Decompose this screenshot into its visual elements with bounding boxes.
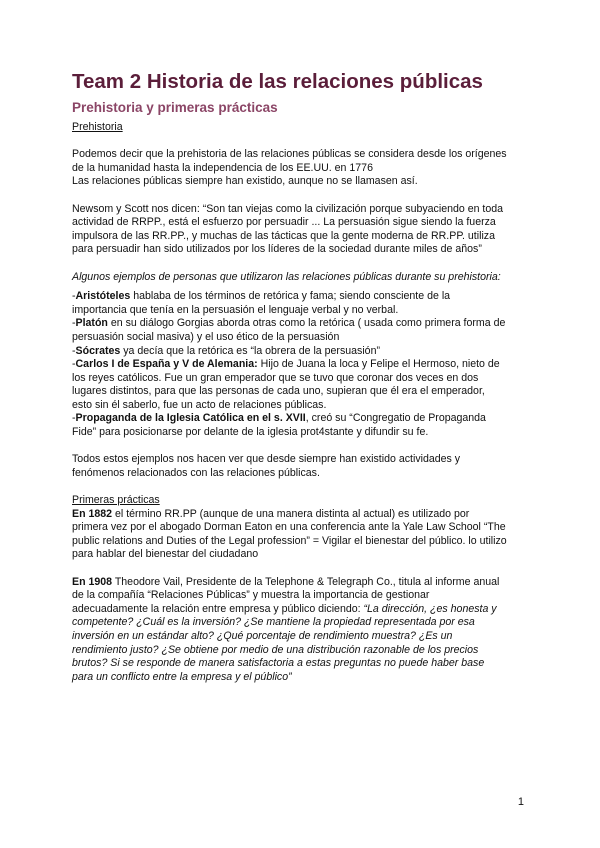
example-name: Sócrates [75, 344, 121, 357]
example-text: hablaba de los términos de retórica y fama; siendo consciente de la [130, 290, 451, 303]
text-line: de la compañía “Relaciones Públicas” y muestra la importancia de gestionar [72, 589, 430, 602]
text-line: Fide” para posicionarse por delante de la iglesia prot4stante y difundir su fe. [72, 426, 429, 439]
list-item: -Platón en su diálogo Gorgias aborda otras como la retórica ( usada como primera forma de [72, 317, 506, 330]
text-line [72, 603, 532, 617]
paragraph-text: el término RR.PP (aunque de una manera distinta al actual) es utilizado por [112, 507, 470, 520]
text-line: los reyes católicos. Fue un gran emperador que se tuvo que coronar dos veces en dos [72, 371, 479, 384]
example-name: Carlos I de España y V de Alemania: [75, 358, 258, 371]
text-line: lugares distintos, para que las personas de cada uno, supieran que él era el emperador, [72, 385, 485, 398]
example-name: Platón [75, 317, 108, 330]
year-label: En 1882 [72, 507, 113, 520]
prehistoria-heading: Prehistoria [72, 121, 123, 133]
text-line: brutos? Si se responde de manera satisfactoria a estas preguntas no puede haber base [72, 657, 485, 670]
example-text: , creó su “Congregatio de Propaganda [305, 412, 486, 425]
text-line: inversión en un estándar alto? ¿Qué porcentaje de rendimiento muestra? ¿Es un [72, 629, 453, 642]
text-line: de la humanidad hasta la independencia de los EE.UU. en 1776 [72, 161, 373, 174]
text-line [72, 508, 532, 522]
paragraph-text: Theodore Vail, Presidente de la Telephone & Telegraph Co., titula al informe anual [112, 575, 500, 588]
example-text: Hijo de Juana la loca y Felipe el Hermoso, nieto de [257, 358, 500, 371]
examples-list [72, 290, 532, 440]
paragraph-text: adecuadamente la relación entre empresa y público diciendo: [72, 602, 364, 615]
text-line: para un conflicto entre la empresa y el público” [72, 670, 292, 683]
example-text: en su diálogo Gorgias aborda otras como la retórica ( usada como primera forma de [107, 317, 506, 330]
text-line [72, 576, 532, 590]
year-label: En 1908 [72, 575, 113, 588]
example-name: Propaganda de la Iglesia Católica en el s. XVII [75, 412, 306, 425]
section-subtitle: Prehistoria y primeras prácticas [72, 100, 278, 115]
newsom-scott-quote [72, 203, 532, 257]
text-line: competente? ¿Cuál es la inversión? ¿Se mantiene la propiedad representada por esa [72, 616, 475, 629]
text-line: fenómenos relacionados con las relaciones públicas. [72, 466, 320, 479]
text-line: para hablar del bienestar del ciudadano [72, 548, 259, 561]
document-page [72, 68, 532, 684]
list-item: -Propaganda de la Iglesia Católica en el s. XVII, creó su “Congregatio de Propaganda [72, 412, 486, 425]
prehistoria-intro-paragraph [72, 148, 532, 189]
primeras-practicas-heading: Primeras prácticas [72, 494, 160, 507]
prehistoria-closing-paragraph [72, 453, 532, 480]
text-line: Podemos decir que la prehistoria de las relaciones públicas se considera desde los orígenes [72, 148, 507, 161]
example-name: Aristóteles [75, 290, 131, 303]
text-line: rendimiento justo? ¿Se obtiene por medio de una distribución razonable de los precios [72, 643, 479, 656]
paragraph-1882 [72, 508, 532, 562]
text-line: public relations and Duties of the Legal profession” = Vigilar el bienestar del público. lo utilizo [72, 534, 507, 547]
vail-quote: “La dirección, ¿es honesta y [363, 602, 497, 615]
text-line: Las relaciones públicas siempre han existido, aunque no se llamasen así. [72, 175, 418, 188]
paragraph-1908 [72, 576, 532, 685]
examples-intro: Algunos ejemplos de personas que utilizaron las relaciones públicas durante su prehistoria: [72, 270, 501, 283]
list-item: -Aristóteles hablaba de los términos de retórica y fama; siendo consciente de la [72, 290, 451, 303]
list-item: -Carlos I de España y V de Alemania: Hijo de Juana la loca y Felipe el Hermoso, nieto de [72, 358, 500, 371]
text-line: persuasión social masiva) y el uso ético de la persuasión [72, 330, 340, 343]
example-text: ya decía que la retórica es “la obrera de la persuasión” [120, 344, 380, 357]
text-line: importancia que tenía en la persuasión el lenguaje verbal y no verbal. [72, 303, 399, 316]
text-line: actividad de RRPP., está el esfuerzo por persuadir ... La persuasión sigue siendo la fuerza [72, 216, 496, 229]
list-item: -Sócrates ya decía que la retórica es “la obrera de la persuasión” [72, 344, 380, 357]
text-line: esto sin él saberlo, fue un acto de relaciones públicas. [72, 398, 327, 411]
text-line: Todos estos ejemplos nos hacen ver que desde siempre han existido actividades y [72, 453, 461, 466]
page-title: Team 2 Historia de las relaciones públicas [72, 70, 483, 93]
text-line: impulsora de las RR.PP., y muchas de las tácticas que la gente moderna de RR.PP. utiliza [72, 229, 495, 242]
text-line: para persuadir han sido utilizados por los líderes de la sociedad durante miles de años” [72, 243, 482, 256]
page-number: 1 [517, 796, 524, 808]
text-line: Newsom y Scott nos dicen: “Son tan viejas como la civilización porque subyaciendo en toda [72, 202, 504, 215]
text-line: primera vez por el abogado Dorman Eaton en una conferencia ante la Yale Law School “The [72, 521, 506, 534]
